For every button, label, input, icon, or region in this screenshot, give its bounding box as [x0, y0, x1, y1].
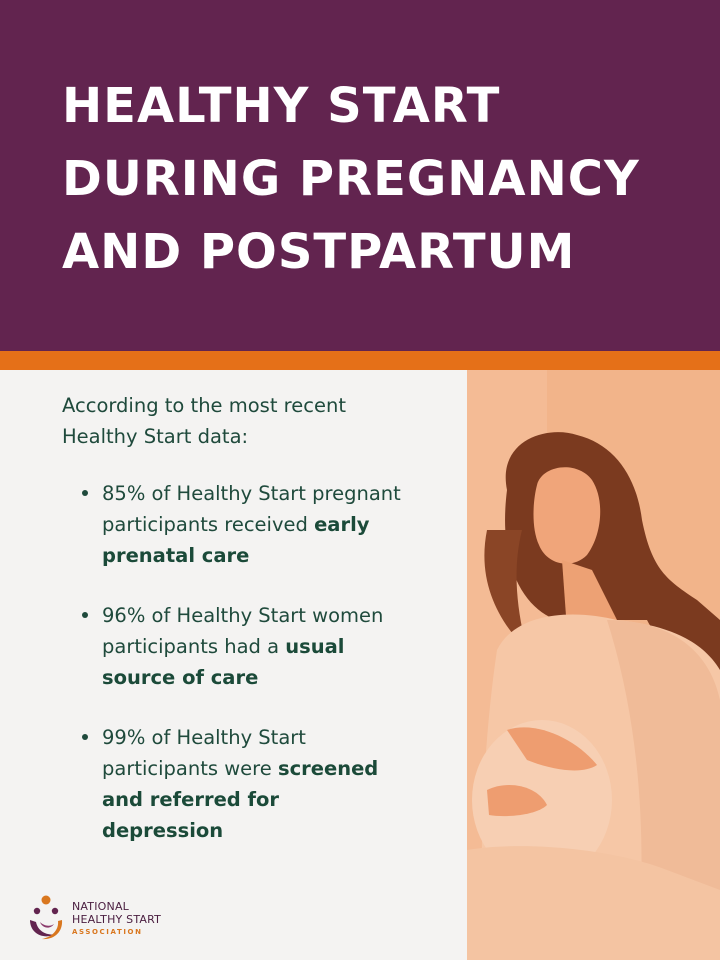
stat-emphasis: prenatal care — [102, 544, 250, 567]
intro-line-1: According to the most recent — [62, 394, 346, 417]
stat-emphasis: usual — [285, 635, 345, 658]
photo-illustration — [467, 370, 720, 960]
family-figures-logo-icon — [26, 894, 68, 942]
orange-divider-stripe — [0, 351, 720, 370]
logo-line-3: ASSOCIATION — [72, 928, 143, 936]
association-logo[interactable] — [26, 894, 226, 944]
stat-text: participants were — [102, 757, 278, 780]
stat-text: 85% of Healthy Start pregnant — [102, 482, 401, 505]
logo-line-2: HEALTHY START — [72, 913, 162, 926]
title-line-2: DURING PREGNANCY — [62, 151, 640, 207]
stat-emphasis: and referred for — [102, 788, 280, 811]
stat-text: 96% of Healthy Start women — [102, 604, 384, 627]
bullet-dot-icon — [82, 490, 88, 496]
stat-emphasis: screened — [277, 757, 379, 780]
stat-emphasis: source of care — [102, 666, 259, 689]
stat-item-depression — [78, 722, 458, 846]
stat-text: 99% of Healthy Start — [102, 726, 306, 749]
bullet-dot-icon — [82, 734, 88, 740]
intro-line-2: Healthy Start data: — [62, 425, 249, 448]
stat-text: participants had a — [102, 635, 286, 658]
intro-text — [62, 390, 452, 452]
page-title — [62, 70, 702, 289]
stats-list — [78, 478, 458, 875]
content-panel — [0, 370, 467, 960]
stat-item-usual-care — [78, 600, 458, 693]
pregnant-woman-photo — [467, 370, 720, 960]
title-line-1: HEALTHY START — [62, 78, 501, 134]
title-line-3: AND POSTPARTUM — [62, 224, 576, 280]
header-banner — [0, 0, 720, 351]
stat-emphasis: early — [314, 513, 370, 536]
bullet-dot-icon — [82, 612, 88, 618]
logo-wordmark — [72, 900, 161, 937]
stat-emphasis: depression — [102, 819, 224, 842]
stat-text: participants received — [102, 513, 315, 536]
logo-line-1: NATIONAL — [72, 900, 130, 913]
stat-item-prenatal — [78, 478, 458, 571]
